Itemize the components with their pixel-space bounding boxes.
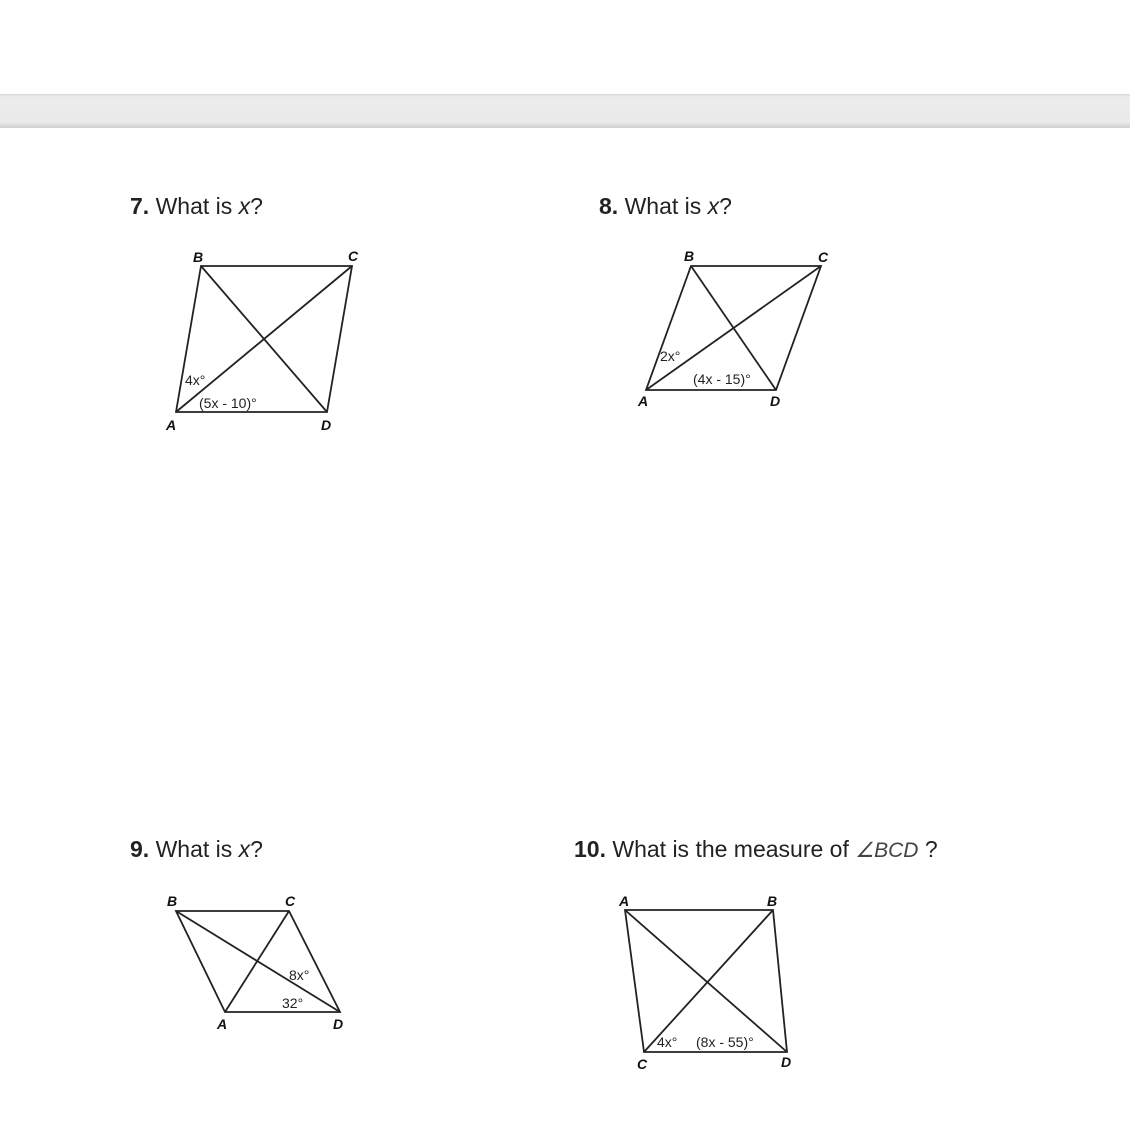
diagonal-ad <box>625 910 787 1052</box>
angle-label-cad: (5x - 10)° <box>199 395 257 411</box>
vertex-label-d: D <box>333 1016 344 1032</box>
angle-label-bcd: (8x - 55)° <box>696 1034 754 1050</box>
angle-label-bda: 32° <box>282 995 304 1011</box>
vertex-label-a: A <box>166 417 177 433</box>
vertex-label-b: B <box>193 249 204 265</box>
question-mark: ? <box>250 836 263 862</box>
question-text: What is <box>624 193 708 219</box>
angle-bcd-name: ∠BCD <box>855 839 919 862</box>
variable-x: x <box>238 193 251 219</box>
question-text: What is <box>155 193 239 219</box>
diagonal-bc <box>644 910 773 1052</box>
vertex-label-a: A <box>619 893 630 909</box>
angle-label-bac: 4x° <box>185 372 206 388</box>
vertex-label-c: C <box>348 248 359 264</box>
vertex-label-b: B <box>167 893 178 909</box>
problem-number: 8. <box>599 193 619 219</box>
angle-label-acb: 4x° <box>657 1034 678 1050</box>
vertex-label-c: C <box>637 1056 648 1072</box>
vertex-label-c: C <box>818 249 829 265</box>
vertex-label-d: D <box>781 1054 792 1070</box>
angle-label-bda: (4x - 15)° <box>693 371 751 387</box>
question-text: What is <box>155 836 239 862</box>
vertex-label-d: D <box>770 393 781 409</box>
question-mark: ? <box>250 193 263 219</box>
angle-label-bac: 2x° <box>660 348 681 364</box>
vertex-label-c: C <box>285 893 296 909</box>
question-mark: ? <box>719 193 732 219</box>
vertex-label-a: A <box>638 393 649 409</box>
vertex-label-b: B <box>684 248 695 264</box>
variable-x: x <box>707 193 720 219</box>
problem-number: 9. <box>130 836 150 862</box>
question-mark: ? <box>918 836 938 862</box>
vertex-label-d: D <box>321 417 332 433</box>
question-text: What is the measure of <box>612 836 856 862</box>
problem-number: 7. <box>130 193 150 219</box>
variable-x: x <box>238 836 251 862</box>
vertex-label-b: B <box>767 893 778 909</box>
vertex-label-a: A <box>217 1016 228 1032</box>
angle-label-cdb: 8x° <box>289 967 310 983</box>
problem-number: 10. <box>574 836 606 862</box>
